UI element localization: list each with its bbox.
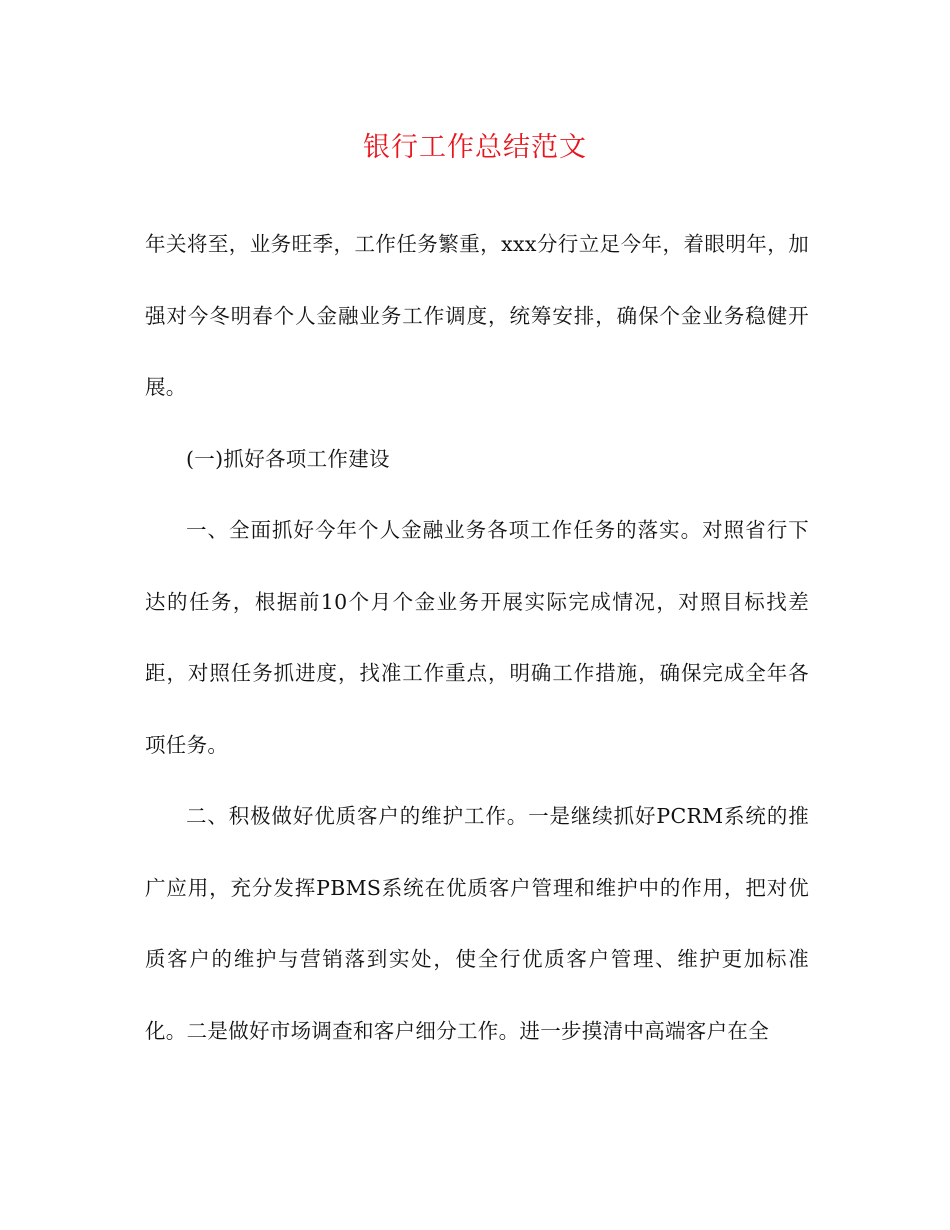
paragraph-item-2: 二、积极做好优质客户的维护工作。一是继续抓好PCRM系统的推广应用，充分发挥PBMS系统在优质客户管理和维护中的作用，把对优质客户的维护与营销落到实处，使全行优质客户管理、维护更加标准化。二是做好市场调查和客户细分工作。进一步摸清中高端客户在全 [145,804,809,1043]
document-title: 银行工作总结范文 [363,132,587,163]
paragraph-item-1: 一、全面抓好今年个人金融业务各项工作任务的落实。对照省行下达的任务，根据前10个月个金业务开展实际完成情况，对照目标找差距，对照任务抓进度，找准工作重点，明确工作措施，确保完成全年各项任务。 [145,518,809,757]
section-heading: (一)抓好各项工作建设 [186,446,390,471]
document-body [145,209,809,1067]
paragraph-intro: 年关将至，业务旺季，工作任务繁重，xxx分行立足今年，着眼明年，加强对今冬明春个人金融业务工作调度，统筹安排，确保个金业务稳健开展。 [145,232,809,399]
